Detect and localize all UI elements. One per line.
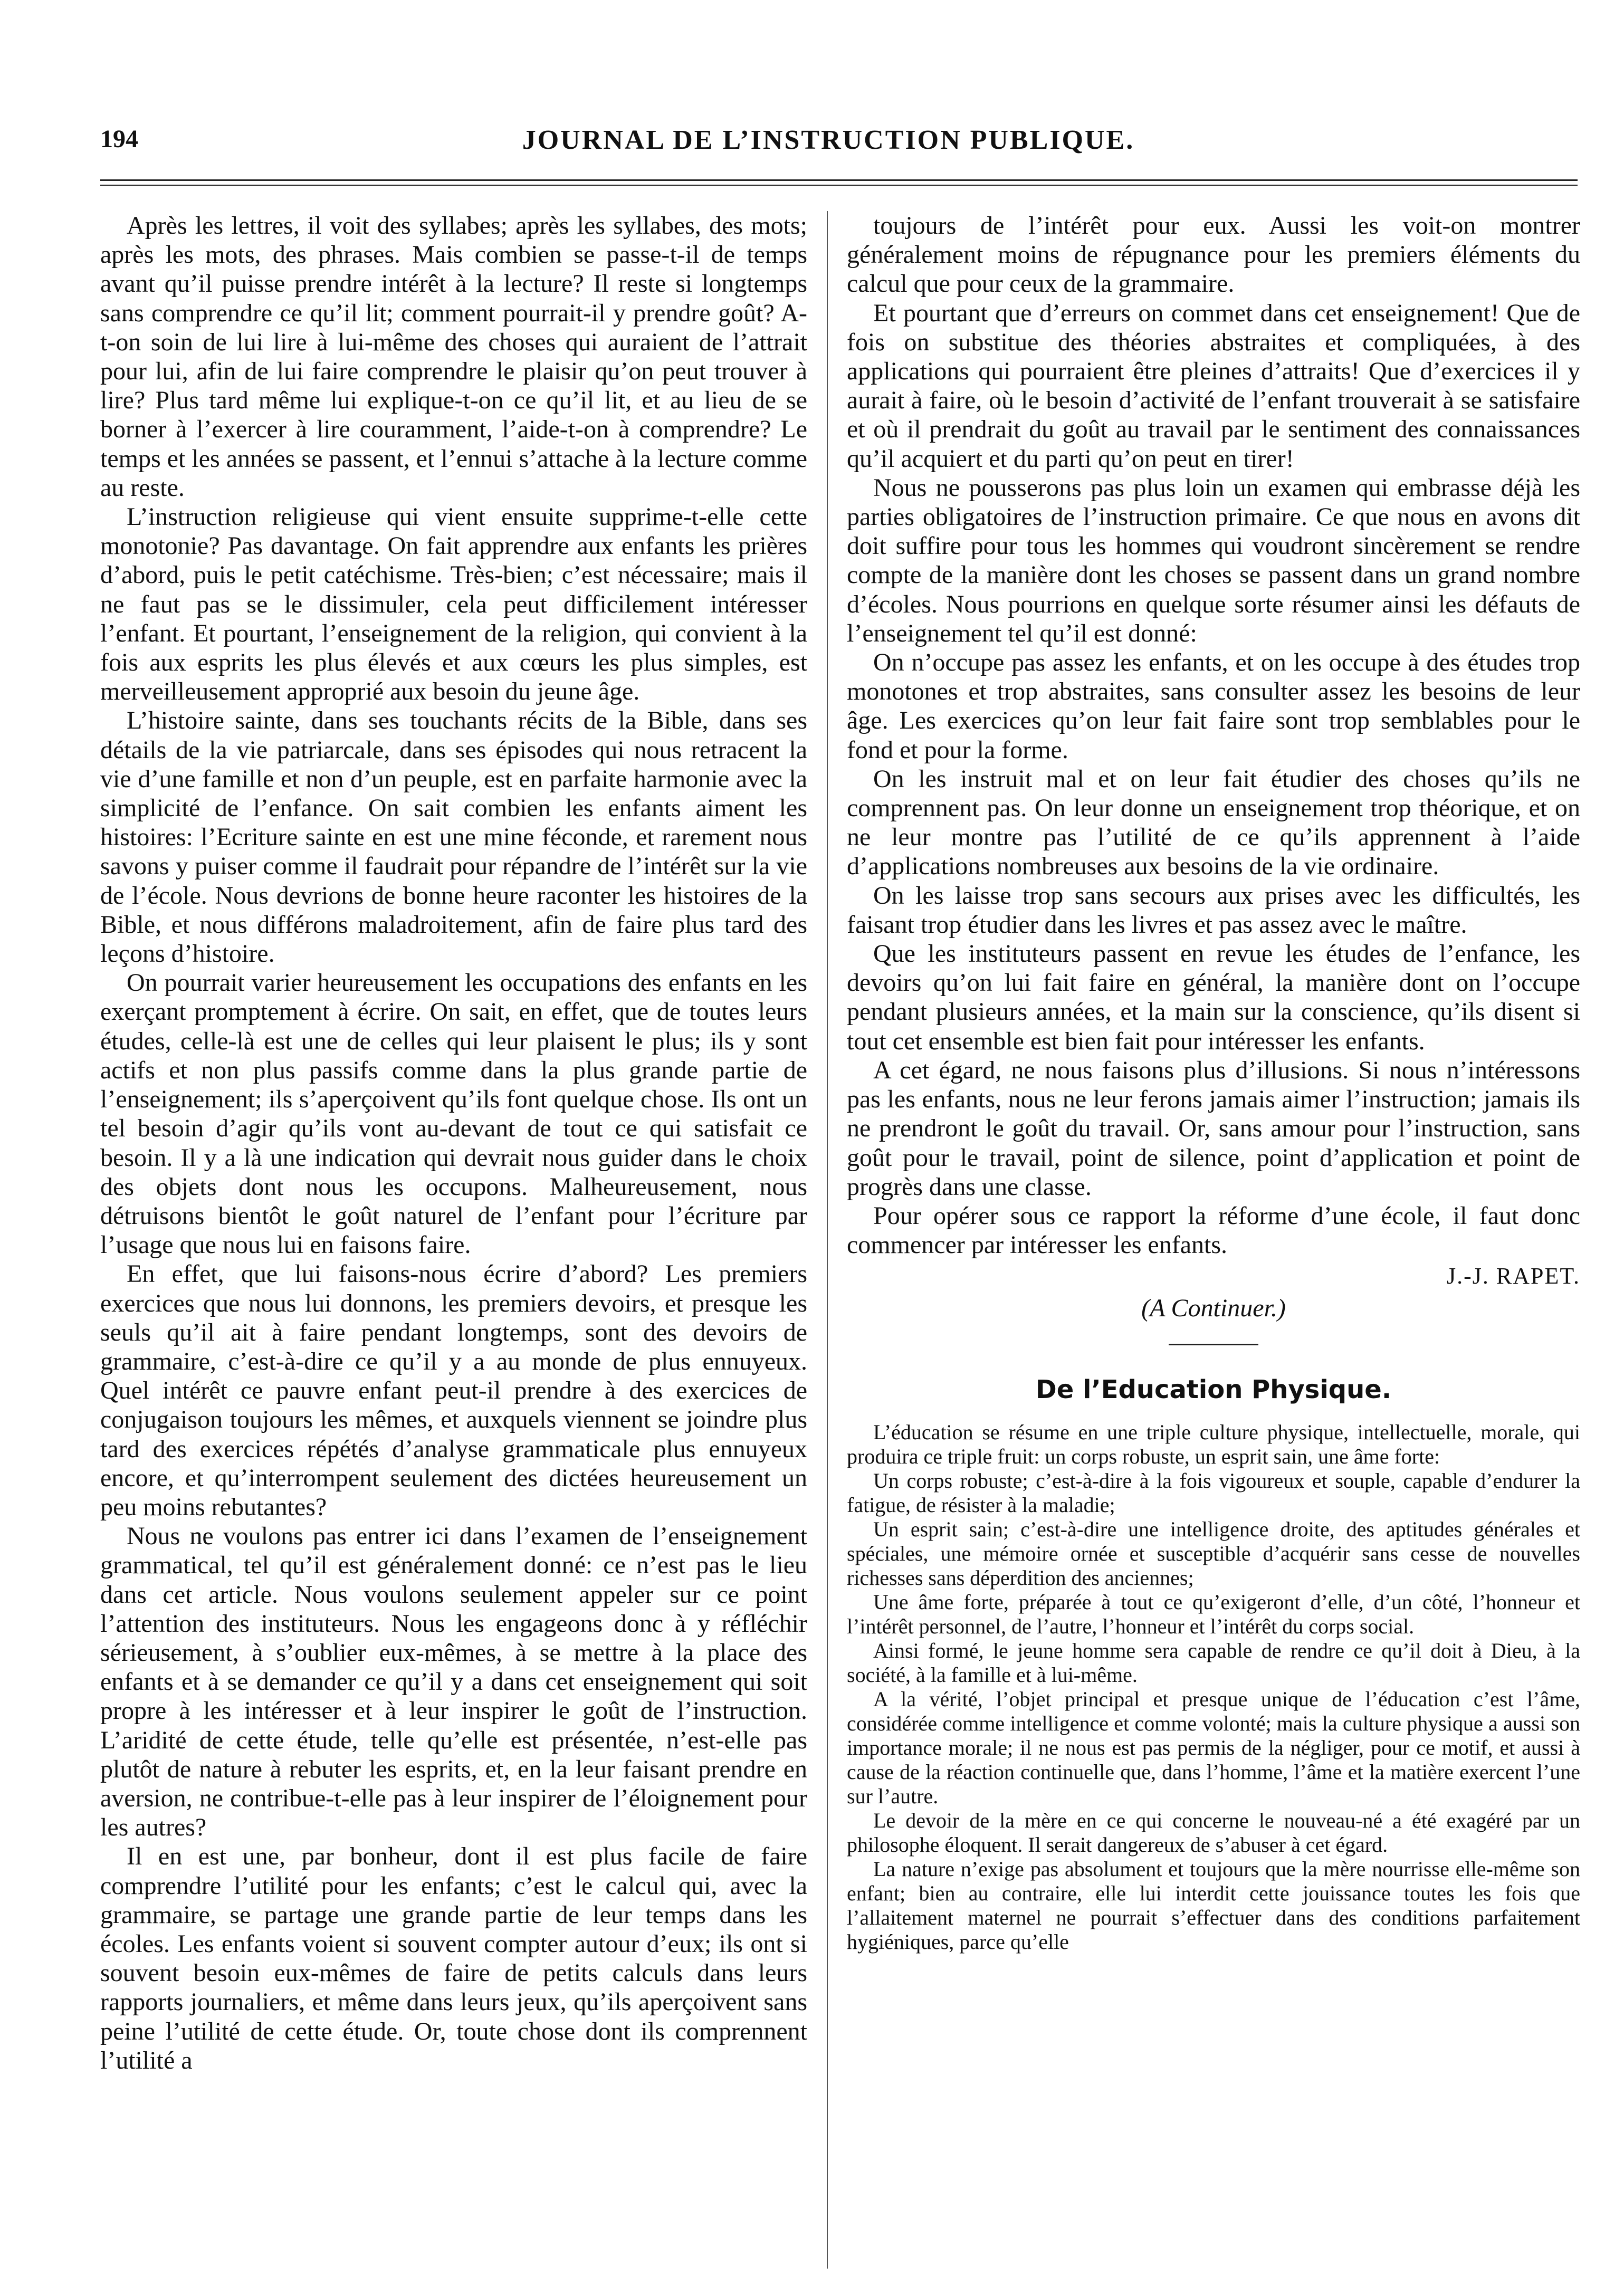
- paragraph: L’éducation se résume en une triple culture physique, intellectuelle, morale, qui produira ce triple fruit: un corps robuste, un esprit sain, une âme forte:: [847, 1420, 1580, 1469]
- paragraph: Ainsi formé, le jeune homme sera capable de rendre ce qu’il doit à Dieu, à la société, à la famille et à lui-même.: [847, 1639, 1580, 1687]
- left-column: [100, 211, 807, 2075]
- paragraph: Nous ne pousserons pas plus loin un examen qui embrasse déjà les parties obligatoires de l’instruction primaire. Ce que nous en avons dit doit suffire pour tous les hommes qui voudront sincèrement se rendre compte de la manière dont les choses se passent dans un grand nombre d’écoles. Nous pourrions en quelque sorte résumer ainsi les défauts de l’enseignement tel qu’il est donné:: [847, 473, 1580, 647]
- paragraph: Que les instituteurs passent en revue les études de l’enfance, les devoirs qu’on lui fait faire en général, la manière dont on l’occupe pendant plusieurs années, et la main sur la conscience, qu’ils disent si tout cet ensemble est bien fait pour intéresser les enfants.: [847, 940, 1580, 1055]
- paragraph: Nous ne voulons pas entrer ici dans l’examen de l’enseignement grammatical, tel qu’il est généralement donné: ce n’est pas le lieu dans cet article. Nous voulons seulement appeler sur ce point l’attention des instituteurs. Nous les engageons donc à y réfléchir sérieusement, à s’oublier eux-mêmes, à se mettre à la place des enfants et à se demander ce qu’il y a dans cet enseignement qui soit propre à les intéresser et à leur inspirer le goût de l’instruction. L’aridité de cette étude, telle qu’elle est présentée, n’est-elle pas plutôt de nature à rebuter les esprits, et, en la leur faisant prendre en aversion, ne contribue-t-elle pas à leur inspirer de l’éloignement pour les autres?: [100, 1522, 807, 1842]
- section-separator: [1169, 1344, 1258, 1345]
- paragraph: L’histoire sainte, dans ses touchants récits de la Bible, dans ses détails de la vie patriarcale, dans ses épisodes qui nous retracent la vie d’une famille et non d’un peuple, est en parfaite harmonie avec la simplicité de l’enfance. On sait combien les enfants aiment les histoires: l’Ecriture sainte en est une mine féconde, et rarement nous savons y puiser comme il faudrait pour répandre de l’intérêt sur la vie de l’école. Nous devrions de bonne heure raconter les histoires de la Bible, et nous différons maladroitement, afin de faire plus tard des leçons d’histoire.: [100, 706, 807, 968]
- header-rule-thin: [100, 185, 1578, 186]
- right-column: [847, 211, 1580, 1954]
- paragraph: Après les lettres, il voit des syllabes; après les syllabes, des mots; après les mots, des phrases. Mais combien se passe-t-il de temps avant qu’il puisse prendre intérêt à la lecture? Il reste si longtemps sans comprendre ce qu’il lit; comment pourrait-il y prendre goût? A-t-on soin de lui lire à lui-même des choses qui auraient de l’attrait pour lui, afin de lui faire comprendre le plaisir qu’on peut trouver à lire? Plus tard même lui explique-t-on ce qu’il lit, et au lieu de se borner à l’exercer à lire couramment, l’aide-t-on à comprendre? Le temps et les années se passent, et l’ennui s’attache à la lecture comme au reste.: [100, 212, 807, 502]
- paragraph: Une âme forte, préparée à tout ce qu’exigeront d’elle, d’un côté, l’honneur et l’intérêt personnel, de l’autre, l’honneur et l’intérêt du corps social.: [847, 1590, 1580, 1639]
- paragraph: On les instruit mal et on leur fait étudier des choses qu’ils ne comprennent pas. On leur donne un enseignement trop théorique, et on ne leur montre pas l’utilité de ce qu’ils apprennent à l’aide d’applications nombreuses aux besoins de la vie ordinaire.: [847, 764, 1580, 881]
- column-divider: [827, 211, 828, 2269]
- paragraph: La nature n’exige pas absolument et toujours que la mère nourrisse elle-même son enfant; bien au contraire, elle lui interdit cette jouissance toutes les fois que l’allaitement maternel ne pourrait s’effectuer dans des conditions parfaitement hygiéniques, parce qu’elle: [847, 1857, 1580, 1954]
- paragraph: A la vérité, l’objet principal et presque unique de l’éducation c’est l’âme, considérée comme intelligence et comme volonté; mais la culture physique a aussi son importance morale; il ne nous est pas permis de la négliger, pour ce motif, et aussi à cause de la réaction continuelle que, dans l’homme, l’âme et la matière exercent l’une sur l’autre.: [847, 1687, 1580, 1809]
- paragraph: On pourrait varier heureusement les occupations des enfants en les exerçant promptement à écrire. On sait, en effet, que de toutes leurs études, celle-là est une de celles qui leur plaisent le plus; ils y sont actifs et non plus passifs comme dans la plus grande partie de l’enseignement; ils s’aperçoivent qu’ils font quelque chose. Ils ont un tel besoin d’agir qu’ils vont au-devant de tout ce qui satisfait ce besoin. Il y a là une indication qui devrait nous guider dans le choix des objets dont nous les occupons. Malheureusement, nous détruisons bientôt le goût naturel de l’enfant pour l’écriture par l’usage que nous lui en faisons faire.: [100, 969, 807, 1259]
- to-be-continued: (A Continuer.): [1141, 1294, 1286, 1323]
- paragraph: En effet, que lui faisons-nous écrire d’abord? Les premiers exercices que nous lui donnons, les premiers devoirs, et presque les seuls qu’il ait à faire pendant longtemps, sont des devoirs de grammaire, c’est-à-dire ce qu’il y a au monde de plus ennuyeux. Quel intérêt ce pauvre enfant peut-il prendre à des exercices de conjugaison toujours les mêmes, et auxquels viennent se joindre plus tard des exercices répétés d’analyse grammaticale plus ennuyeux encore, et qu’interrompent seulement des dictées heureusement un peu moins rebutantes?: [100, 1260, 807, 1521]
- paragraph: Un esprit sain; c’est-à-dire une intelligence droite, des aptitudes générales et spéciales, une mémoire ornée et susceptible d’acquérir sans cesse de nouvelles richesses sans déperdition des anciennes;: [847, 1517, 1580, 1590]
- section-title: De l’Education Physique.: [1035, 1375, 1392, 1405]
- page-number: 194: [100, 125, 138, 153]
- paragraph: toujours de l’intérêt pour eux. Aussi les voit-on montrer généralement moins de répugnance pour les premiers éléments du calcul que pour ceux de la grammaire.: [847, 212, 1580, 298]
- paragraph: Il en est une, par bonheur, dont il est plus facile de faire comprendre l’utilité pour les enfants; c’est le calcul qui, avec la grammaire, se partage une grande partie de leur temps dans les écoles. Les enfants voient si souvent compter autour d’eux; ils ont si souvent besoin eux-mêmes de faire de petits calculs dans leurs rapports journaliers, et même dans leurs jeux, qu’ils aperçoivent sans peine l’utilité de cette étude. Or, toute chose dont ils comprennent l’utilité a: [100, 1842, 807, 2074]
- paragraph: A cet égard, ne nous faisons plus d’illusions. Si nous n’intéressons pas les enfants, nous ne leur ferons jamais aimer l’instruction; jamais ils ne prendront le goût du travail. Or, sans amour pour l’instruction, sans goût pour le travail, point de silence, point d’application et point de progrès dans une classe.: [847, 1056, 1580, 1201]
- paragraph: Un corps robuste; c’est-à-dire à la fois vigoureux et souple, capable d’endurer la fatigue, de résister à la maladie;: [847, 1469, 1580, 1517]
- author-signature: J.-J. RAPET.: [1447, 1263, 1580, 1289]
- page-header: [100, 125, 1556, 167]
- paragraph: Le devoir de la mère en ce qui concerne le nouveau-né a été exagéré par un philosophe éloquent. Il serait dangereux de s’abuser à cet égard.: [847, 1809, 1580, 1857]
- paragraph: On les laisse trop sans secours aux prises avec les difficultés, les faisant trop étudier dans les livres et pas assez avec le maître.: [847, 881, 1580, 939]
- header-rule: [100, 179, 1578, 181]
- paragraph: On n’occupe pas assez les enfants, et on les occupe à des études trop monotones et trop abstraites, sans consulter assez les besoins de leur âge. Les exercices qu’on leur fait faire sont trop semblables pour le fond et pour la forme.: [847, 648, 1580, 764]
- paragraph: Pour opérer sous ce rapport la réforme d’une école, il faut donc commencer par intéresser les enfants.: [847, 1201, 1580, 1259]
- journal-title: JOURNAL DE L’INSTRUCTION PUBLIQUE.: [522, 125, 1135, 155]
- paragraph: Et pourtant que d’erreurs on commet dans cet enseignement! Que de fois on substitue des théories abstraites et compliquées, à des applications qui pourraient être pleines d’attraits! Que d’exercices il y aurait à faire, où le besoin d’activité de l’enfant trouverait à se satisfaire et où il prendrait du goût au travail par le sentiment des connaissances qu’il acquiert et du parti qu’on peut en tirer!: [847, 299, 1580, 473]
- paragraph: L’instruction religieuse qui vient ensuite supprime-t-elle cette monotonie? Pas davantage. On fait apprendre aux enfants les prières d’abord, puis le petit catéchisme. Très-bien; c’est nécessaire; mais il ne faut pas se le dissimuler, cela peut difficilement intéresser l’enfant. Et pourtant, l’enseignement de la religion, qui convient à la fois aux esprits les plus élevés et aux cœurs les plus simples, est merveilleusement approprié aux besoin du jeune âge.: [100, 503, 807, 706]
